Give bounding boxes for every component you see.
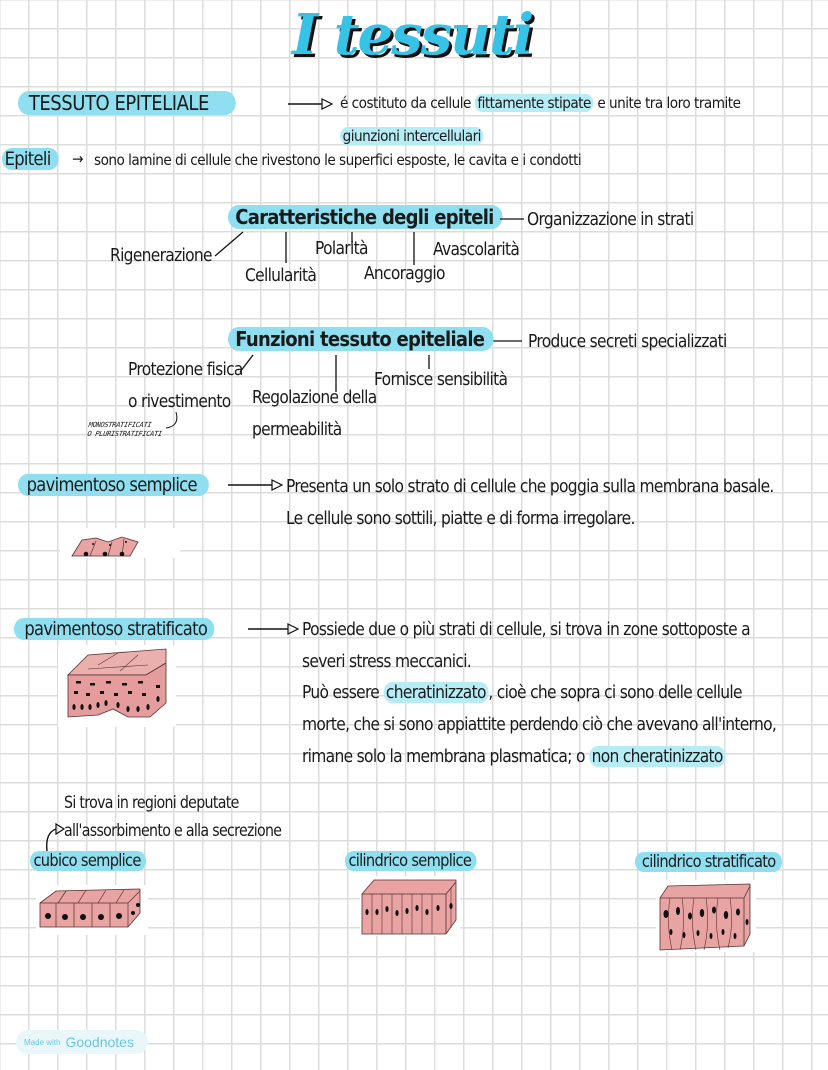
item-polarita: Polarità bbox=[315, 238, 368, 259]
label-pavimentoso-semplice: pavimentoso semplice bbox=[18, 474, 209, 496]
epiteli-label: Epiteli bbox=[2, 148, 59, 170]
highlight-cheratinizzato: cheratinizzato bbox=[383, 682, 488, 703]
item-protezione-fisica: Protezione fisica bbox=[128, 359, 243, 380]
item-regolazione: Regolazione della bbox=[252, 387, 377, 408]
pav-strat-line3: Può essere cheratinizzato , cioè che sopra ci sono delle cellule bbox=[302, 682, 742, 703]
epiteli-text: sono lamine di cellule che rivestono le superfici esposte, le cavita e i condotti bbox=[94, 151, 582, 169]
pavimentoso-stratificato-illustration bbox=[58, 645, 176, 727]
pav-semplice-line2: Le cellule sono sottili, piatte e di forma irregolare. bbox=[286, 508, 635, 529]
arrow-right-icon: → bbox=[72, 150, 83, 168]
label-cilindrico-semplice: cilindrico semplice bbox=[345, 851, 476, 871]
made-with-label: Made with bbox=[24, 1037, 61, 1047]
heading-funzioni: Funzioni tessuto epiteliale bbox=[228, 327, 493, 351]
item-rivestimento: o rivestimento bbox=[128, 391, 231, 412]
arrow-icon bbox=[228, 479, 284, 493]
item-permeabilita: permeabilità bbox=[252, 419, 342, 440]
arrow-icon bbox=[248, 623, 304, 637]
item-organizzazione: Organizzazione in strati bbox=[527, 209, 694, 230]
goodnotes-watermark bbox=[16, 1030, 148, 1054]
item-rigenerazione: Rigenerazione bbox=[110, 245, 212, 266]
label-cilindrico-stratificato: cilindrico stratificato bbox=[635, 852, 782, 872]
brand-label: Goodnotes bbox=[65, 1034, 134, 1050]
cubico-semplice-illustration bbox=[36, 885, 148, 935]
label-cubico-semplice: cubico semplice bbox=[30, 851, 146, 871]
page-title: I tessuti bbox=[292, 2, 533, 68]
cubico-note-line1: Si trova in regioni deputate bbox=[64, 793, 239, 812]
note-stratificati: MONOSTRATIFICATI O PLURISTRATIFICATI bbox=[86, 421, 163, 438]
item-produce-secreti: Produce secreti specializzati bbox=[528, 331, 727, 352]
pav-strat-line4: morte, che si sono appiattite perdendo ciò che avevano all'interno, bbox=[302, 714, 777, 735]
item-fornisce-sensibilita: Fornisce sensibilità bbox=[374, 369, 508, 390]
item-ancoraggio: Ancoraggio bbox=[364, 263, 445, 284]
heading-caratteristiche: Caratteristiche degli epiteli bbox=[228, 205, 503, 229]
pav-strat-line2: severi stress meccanici. bbox=[302, 651, 472, 672]
item-avascolarita: Avascolarità bbox=[433, 239, 520, 260]
definition-text: é costituto da cellule fittamente stipate e unite tra loro tramite bbox=[340, 94, 741, 112]
highlight-fittamente-stipate: fittamente stipate bbox=[475, 94, 594, 112]
label-pavimentoso-stratificato: pavimentoso stratificato bbox=[14, 618, 214, 640]
highlight-giunzioni: giunzioni intercellulari bbox=[340, 127, 484, 145]
item-cellularita: Cellularità bbox=[245, 265, 317, 286]
pavimentoso-semplice-illustration bbox=[60, 528, 180, 558]
highlight-non-cheratinizzato: non cheratinizzato bbox=[589, 746, 725, 767]
pav-strat-line1: Possiede due o più strati di cellule, si trova in zone sottoposte a bbox=[302, 619, 750, 640]
pav-semplice-line1: Presenta un solo strato di cellule che poggia sulla membrana basale. bbox=[286, 476, 774, 497]
cilindrico-semplice-illustration bbox=[360, 876, 460, 936]
pav-strat-line5: rimane solo la membrana plasmatica; o non cheratinizzato bbox=[302, 746, 725, 767]
cilindrico-stratificato-illustration bbox=[656, 880, 756, 952]
cubico-note-line2: all'assorbimento e alla secrezione bbox=[64, 821, 282, 840]
heading-tessuto-epiteliale: TESSUTO EPITELIALE bbox=[18, 91, 236, 115]
